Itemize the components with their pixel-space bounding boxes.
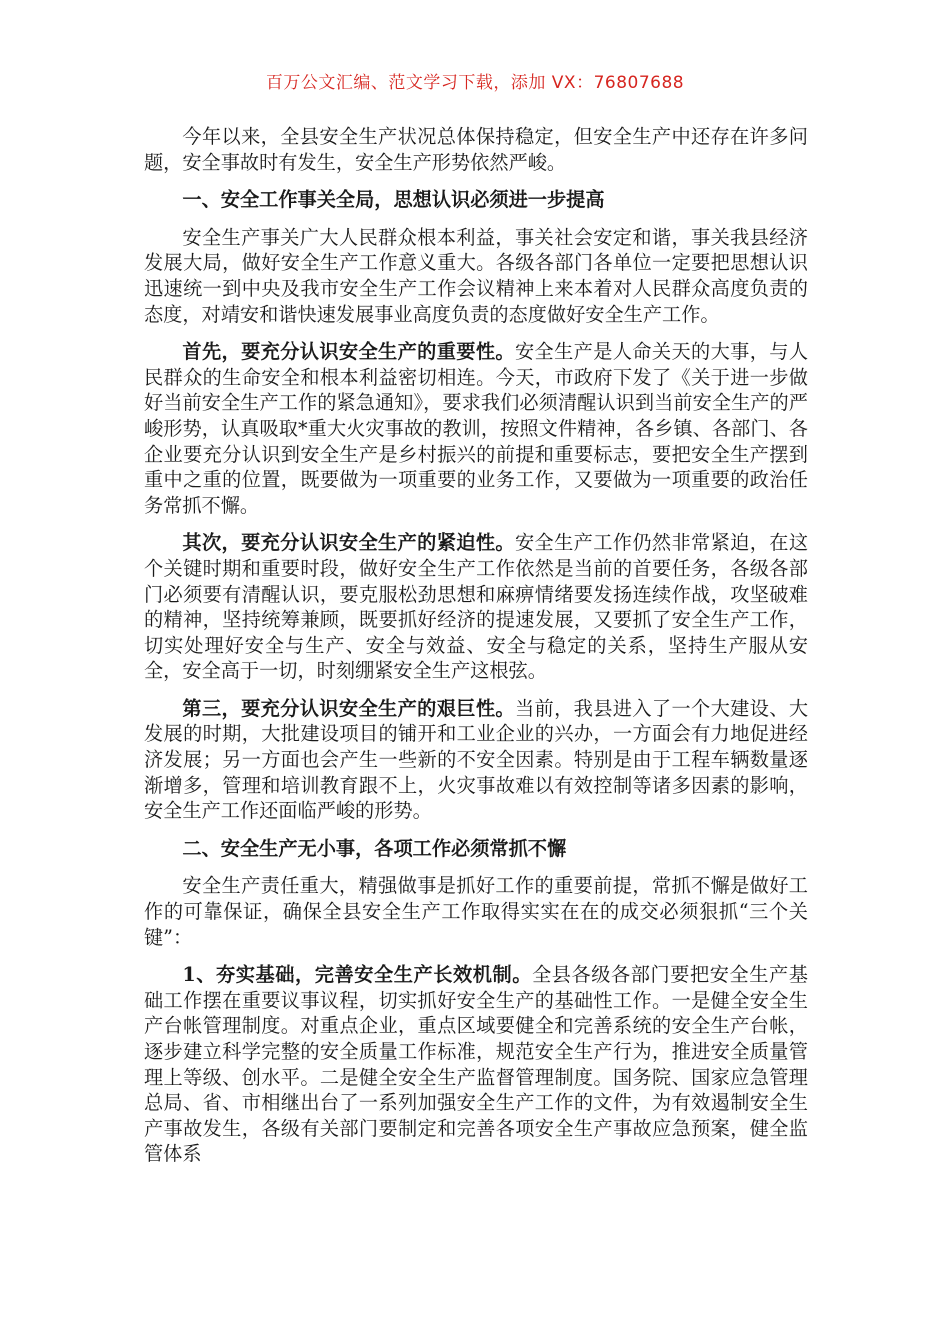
section-1-intro-paragraph: 安全生产事关广大人民群众根本利益，事关社会安定和谐，事关我县经济发展大局，做好安全生产工作意义重大。各级各部门各单位一定要把思想认识迅速统一到中央及我市安全生产工作会议精神上来本着对人民群众高度负责的态度，对靖安和谐快速发展事业高度负责的态度做好安全生产工作。 [144,225,808,326]
section-1-heading: 一、安全工作事关全局，思想认识必须进一步提高 [182,188,605,212]
second-point-body: 安全生产工作仍然非常紧迫，在这个关键时期和重要时段，做好安全生产工作依然是当前的首要任务，各级各部门必须要有清醒认识，要克服松劲思想和麻痹情绪要发扬连续作战，攻坚破难的精神，坚持统筹兼顾，既要抓好经济的提速发展，又要抓了安全生产工作，切实处理好安全与生产、安全与效益、安全与稳定的关系，坚持生产服从安全，安全高于一切，时刻绷紧安全生产这根弦。 [144,531,809,683]
section-2-intro-paragraph: 安全生产责任重大，精强做事是抓好工作的重要前提，常抓不懈是做好工作的可靠保证，确保全县安全生产工作取得实实在在的成交必须狠抓“三个关键”： [144,874,808,949]
first-point-paragraph [144,339,808,518]
third-point-lead: 第三，要充分认识安全生产的艰巨性。 [182,696,515,720]
third-point-body: 当前，我县进入了一个大建设、大发展的时期，大批建设项目的铺开和工业企业的兴办，一方面会有力地促进经济发展；另一方面也会产生一些新的不安全因素。特别是由于工程车辆数量逐渐增多，管理和培训教育跟不上，火灾事故难以有效控制等诸多因素的影响，安全生产工作还面临严峻的形势。 [144,696,809,823]
third-point-paragraph [144,696,808,824]
second-point-paragraph [144,530,808,684]
key-1-paragraph [144,962,808,1167]
section-2-heading: 二、安全生产无小事，各项工作必须常抓不懈 [182,836,567,860]
second-point-lead: 其次，要充分认识安全生产的紧迫性。 [182,531,515,555]
header-watermark: 百万公文汇编、范文学习下载，添加 VX：76807688 [265,73,685,93]
document-body [144,124,808,1179]
first-point-body: 安全生产是人命关天的大事，与人民群众的生命安全和根本利益密切相连。今天，市政府下发了《关于进一步做好当前安全生产工作的紧急通知》，要求我们必须清醒认识到当前安全生产的严峻形势，认真吸取*重大火灾事故的教训，按照文件精神，各乡镇、各部门、各企业要充分认识到安全生产是乡村振兴的前提和重要标志，要把安全生产摆到重中之重的位置，既要做为一项重要的业务工作，又要做为一项重要的政治任务常抓不懈。 [144,340,809,517]
first-point-lead: 首先，要充分认识安全生产的重要性。 [182,340,515,364]
intro-paragraph: 今年以来，全县安全生产状况总体保持稳定，但安全生产中还存在许多问题，安全事故时有发生，安全生产形势依然严峻。 [144,125,808,174]
key-1-body: 全县各级各部门要把安全生产基础工作摆在重要议事议程，切实抓好安全生产的基础性工作。一是健全安全生产台帐管理制度。对重点企业，重点区域要健全和完善系统的安全生产台帐，逐步建立科学完整的安全质量工作标准，规范安全生产行为，推进安全质量管理上等级、创水平。二是健全安全生产监督管理制度。国务院、国家应急管理总局、省、市相继出台了一系列加强安全生产工作的文件，为有效遏制安全生产事故发生，各级有关部门要制定和完善各项安全生产事故应急预案，健全监管体系 [144,963,808,1166]
key-1-lead: 1、夯实基础，完善安全生产长效机制。 [182,963,533,987]
